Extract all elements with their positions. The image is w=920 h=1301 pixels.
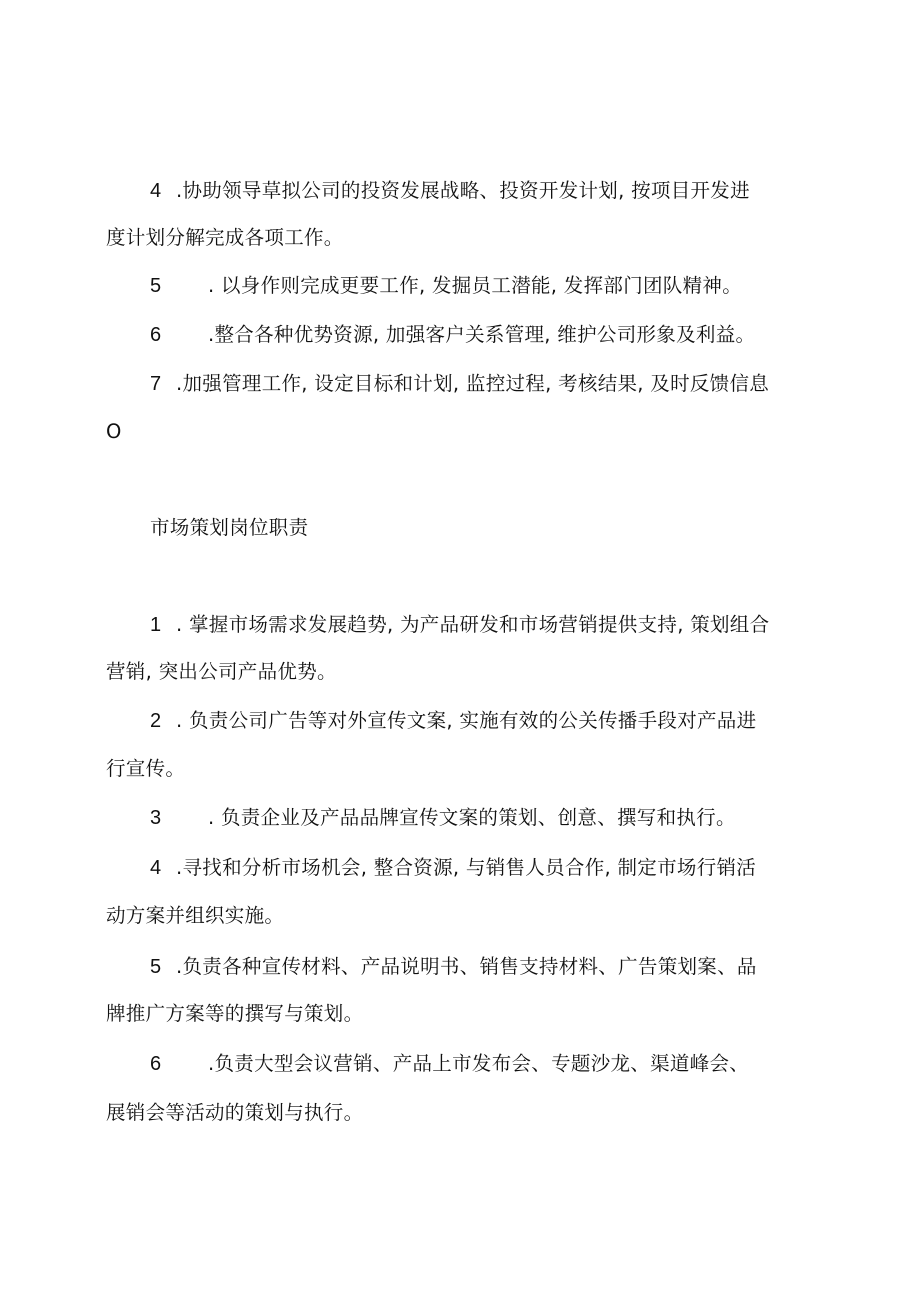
item-text: . 负责公司广告等对外宣传文案, 实施有效的公关传播手段对产品进 (176, 709, 757, 732)
item-continuation: 度计划分解完成各项工作。 (106, 226, 344, 249)
list-item (150, 323, 860, 347)
item-continuation: 营销, 突出公司产品优势。 (106, 660, 337, 683)
item-continuation: 展销会等活动的策划与执行。 (106, 1101, 364, 1124)
item-text: . 掌握市场需求发展趋势, 为产品研发和市场营销提供支持, 策划组合 (176, 613, 770, 636)
item-number: 6 (150, 324, 162, 346)
list-item (150, 806, 860, 830)
item-text: . 负责企业及产品品牌宣传文案的策划、创意、撰写和执行。 (208, 806, 736, 829)
list-item (150, 1052, 860, 1076)
item-continuation: 动方案并组织实施。 (106, 904, 285, 927)
list-item (150, 613, 860, 637)
list-item (150, 856, 860, 880)
item-text: .整合各种优势资源, 加强客户关系管理, 维护公司形象及利益。 (208, 323, 756, 346)
list-item (150, 274, 860, 298)
item-number: 3 (150, 807, 162, 829)
item-number: 7 (150, 373, 162, 395)
item-text: .负责各种宣传材料、产品说明书、销售支持材料、广告策划案、品 (176, 955, 757, 978)
item-text: .协助领导草拟公司的投资发展战略、投资开发计划, 按项目开发进 (176, 179, 750, 202)
item-number: 4 (150, 857, 162, 879)
item-number: 1 (150, 614, 162, 636)
item-continuation: O (106, 420, 122, 443)
item-text: . 以身作则完成更要工作, 发掘员工潜能, 发挥部门团队精神。 (208, 274, 742, 297)
item-continuation: 行宣传。 (106, 757, 186, 780)
item-text: .负责大型会议营销、产品上市发布会、专题沙龙、渠道峰会、 (208, 1052, 750, 1075)
list-item (150, 179, 860, 203)
list-item (150, 709, 860, 733)
section-heading: 市场策划岗位职责 (150, 516, 309, 539)
item-number: 4 (150, 180, 162, 202)
item-number: 5 (150, 956, 162, 978)
item-text: .寻找和分析市场机会, 整合资源, 与销售人员合作, 制定市场行销活 (176, 856, 757, 879)
list-item (150, 372, 860, 396)
item-number: 5 (150, 275, 162, 297)
item-text: .加强管理工作, 设定目标和计划, 监控过程, 考核结果, 及时反馈信息 (176, 372, 770, 395)
list-item (150, 955, 860, 979)
item-number: 6 (150, 1053, 162, 1075)
item-number: 2 (150, 710, 162, 732)
item-continuation: 牌推广方案等的撰写与策划。 (106, 1002, 364, 1025)
